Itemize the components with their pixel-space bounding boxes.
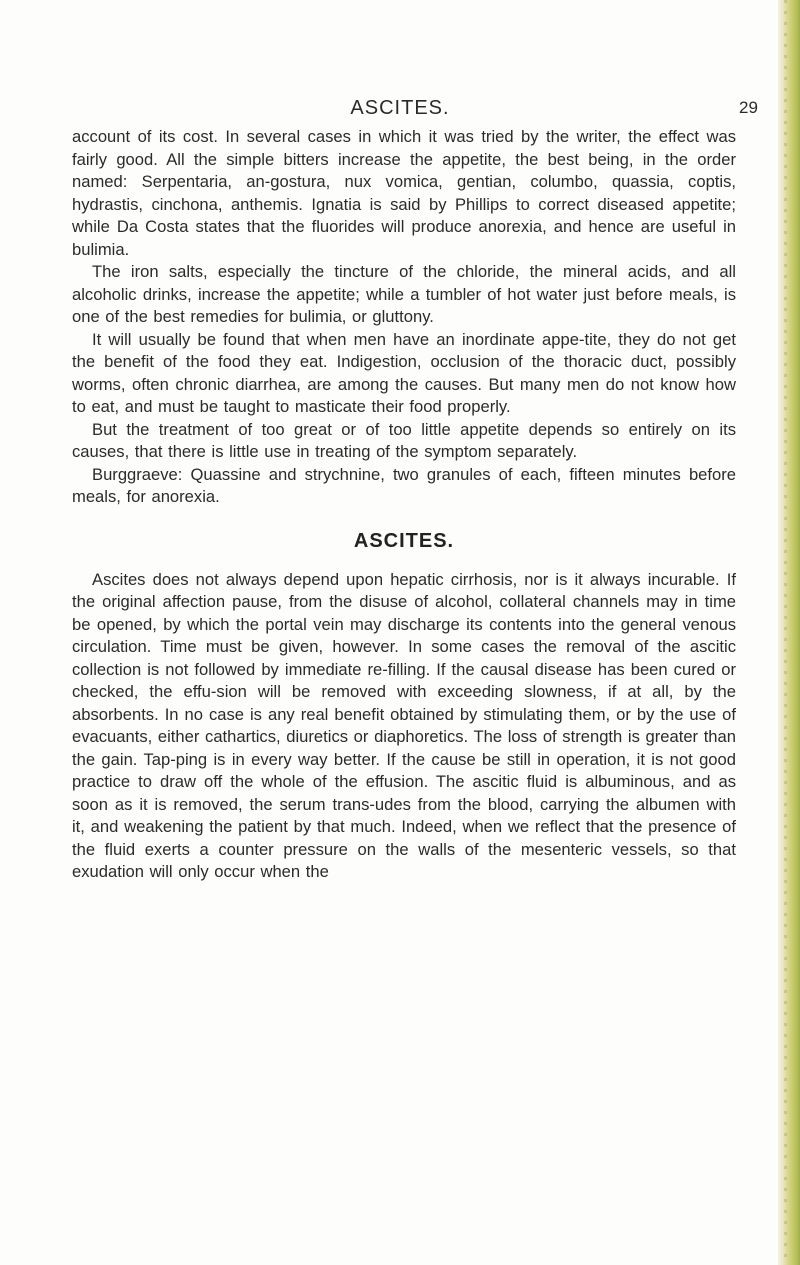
paragraph: Ascites does not always depend upon hepatic cirrhosis, nor is it always incurable. If the original affection pause, from the disuse of alcohol, collateral channels may in time be opened, by which the portal vein may discharge its contents into the general venous circulation. Time must be given, however. In some cases the removal of the ascitic collection is not followed by immediate re-filling. If the causal disease has been cured or checked, the effu-sion will be removed with exceeding slowness, if at all, by the absorbents. In no case is any real benefit obtained by stimulating them, or by the use of evacuants, either cathartics, diuretics or diaphoretics. The loss of strength is greater than the gain. Tap-ping is in every way better. If the cause be still in operation, it is not good practice to draw off the whole of the effusion. The ascitic fluid is albuminous, and as soon as it is removed, the serum trans-udes from the blood, carrying the albumen with it, and weakening the patient by that much. Indeed, when we reflect that the presence of the fluid exerts a counter pressure on the walls of the mesenteric vessels, so that exudation will only occur when the: [72, 569, 736, 881]
paragraph: It will usually be found that when men have an inordinate appe-tite, they do not get the benefit of the food they eat. Indigestion, occlusion of the thoracic duct, possibly worms, often chronic diarrhea, are among the causes. But many men do not know how to eat, and must be taught to masticate their food properly.: [72, 329, 736, 416]
paragraph: But the treatment of too great or of too little appetite depends so entirely on its causes, that there is little use in treating of the symptom separately.: [72, 419, 736, 461]
paragraph: Burggraeve: Quassine and strychnine, two granules of each, fifteen minutes before meals, for anorexia.: [72, 464, 736, 506]
page-edge: [778, 0, 800, 1265]
running-title: ASCITES.: [350, 97, 450, 119]
section-heading: ASCITES.: [353, 529, 455, 552]
body-text: [72, 126, 736, 884]
running-head: [0, 97, 800, 127]
paragraph: account of its cost. In several cases in which it was tried by the writer, the effect was fairly good. All the simple bitters increase the appetite, the best being, in the order named: Serpentaria, an-gostura, nux vomica, gentian, columbo, quassia, coptis, hydrastis, cinchona, anthemis. Ignatia is said by Phillips to correct diseased appetite; while Da Costa states that the fluorides will produce anorexia, and hence are useful in bulimia.: [72, 127, 736, 259]
paragraph: The iron salts, especially the tincture of the chloride, the mineral acids, and all alcoholic drinks, increase the appetite; while a tumbler of hot water just before meals, is one of the best remedies for bulimia, or gluttony.: [72, 262, 736, 326]
page-number: 29: [739, 98, 758, 117]
